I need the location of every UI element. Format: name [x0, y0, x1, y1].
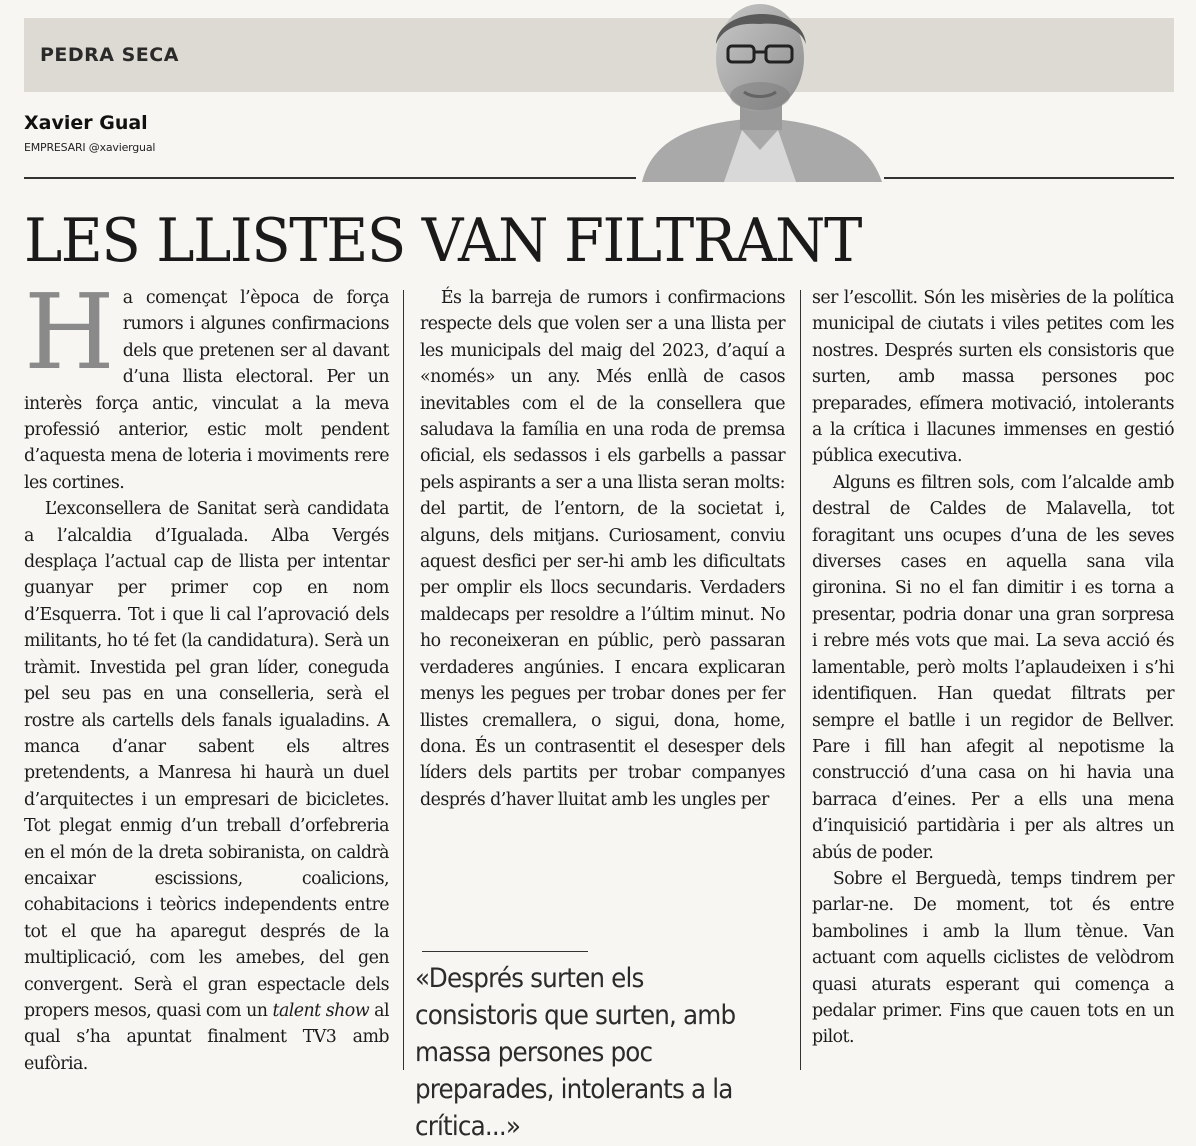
- section-band: [24, 18, 1174, 92]
- author-name: Xavier Gual: [24, 112, 148, 134]
- paragraph-text: L’exconsellera de Sanitat serà candidata a l’alcaldia d’Igualada. Alba Vergés desplaça l’actual cap de llista per intentar guanyar per primer cop en nom d’Esquerra. Tot i que li cal l’aprovació dels militants, ho té fet (la candidatura). Serà un tràmit. Investida pel gran líder, coneguda pel seu pas en una conselleria, serà el rostre als cartells dels fanals igualadins. A manca d’anar sabent els altres pretendents, a Manresa hi haurà un duel d’arquitectes i un empresari de bicicletes. Tot plegat enmig d’un treball d’orfebreria en el món de la dreta sobiranista, on caldrà encaixar escissions, coalicions, cohabitacions i teòrics independents entre tot el que ha aparegut després de la multiplicació, com les amebes, del gen convergent. Serà el gran espectacle dels propers mesos, quasi com un: [24, 499, 389, 1021]
- paragraph-text: al qual s’ha apuntat finalment TV3 amb eufòria.: [24, 1000, 390, 1074]
- italic-phrase: talent show: [272, 1000, 370, 1021]
- article-column-2: [420, 285, 785, 813]
- pullquote: «Després surten els consistoris que surten, amb massa persones poc preparades, intolerants a la crítica...»: [415, 963, 736, 1142]
- pullquote-rule: [422, 951, 588, 952]
- paragraph: [24, 271, 389, 496]
- paragraph: ser l’escollit. Són les misèries de la política municipal de ciutats i viles petites com les nostres. Després surten els consistoris que surten, amb massa persones poc preparades, efímera motivació, intolerants a la crítica i llacunes immenses en gestió pública executiva.: [812, 288, 1174, 467]
- paragraph: És la barreja de rumors i confirmacions respecte dels que volen ser a una llista per les municipals del maig del 2023, d’aquí a «només» un any. Més enllà de casos inevitables com el de la consellera que saludava la família en una roda de premsa oficial, els sedassos i els garbells a passar pels aspirants a ser a una llista seran molts: del partit, de l’entorn, de la societat i, alguns, dels mitjans. Curiosament, conviu aquest desfici per ser-hi amb les dificultats per omplir els llocs secundaris. Verdaders maldecaps per resoldre a l’últim minut. No ho reconeixeran en públic, però passaran verdaderes angúnies. I encara explicaran menys les pegues per trobar dones per fer llistes cremallera, o sigui, dona, home, dona. És un contrasentit el desesper dels líders dels partits per trobar companyes després d’haver lluitat amb les ungles per: [420, 288, 785, 810]
- header-rule-left: [24, 177, 636, 179]
- column-divider: [800, 290, 801, 1070]
- author-role: EMPRESARI @xaviergual: [24, 141, 156, 154]
- paragraph: [24, 496, 389, 1077]
- paragraph: Alguns es filtren sols, com l’alcalde amb destral de Caldes de Malavella, tot foragitant uns ocupes d’una de les seves diverses cases en aquella sana vila gironina. Si no el fan dimitir i es torna a presentar, podria donar una gran sorpresa i rebre més vots que mai. La seva acció és lamentable, però molts l’aplaudeixen i s’hi identifiquen. Han quedat filtrats per sempre el batlle i un regidor de Bellver. Pare i fill han afegit al nepotisme la construcció d’una casa on hi havia una barraca d’eines. Per a ells una mena d’inquisició partidària i per als altres un abús de poder.: [812, 472, 1174, 863]
- author-photo: [632, 0, 888, 182]
- header-rule-right: [884, 177, 1174, 179]
- column-divider: [403, 290, 404, 1070]
- paragraph: Sobre el Berguedà, temps tindrem per parlar-ne. De moment, tot és entre bambolines i amb la llum tènue. Van actuant com aquells ciclistes de velòdrom quasi aturats esperant qui comença a pedalar primer. Fins que cauen tots en un pilot.: [812, 868, 1174, 1048]
- paragraph-text: a començat l’època de força rumors i algunes confirmacions dels que pretenen ser al davant d’una llista electoral. Per un interès força antic, vinculat a la meva professió anterior, estic molt pendent d’aquesta mena de loteria i moviments rere les cortines.: [24, 288, 389, 493]
- article-column-1: [24, 271, 390, 1077]
- article-headline: LES LLISTES VAN FILTRANT: [24, 206, 861, 276]
- drop-cap: H: [24, 271, 115, 393]
- author-portrait-illustration: [632, 0, 888, 182]
- section-label: PEDRA SECA: [40, 44, 179, 66]
- article-column-3: [812, 285, 1174, 1051]
